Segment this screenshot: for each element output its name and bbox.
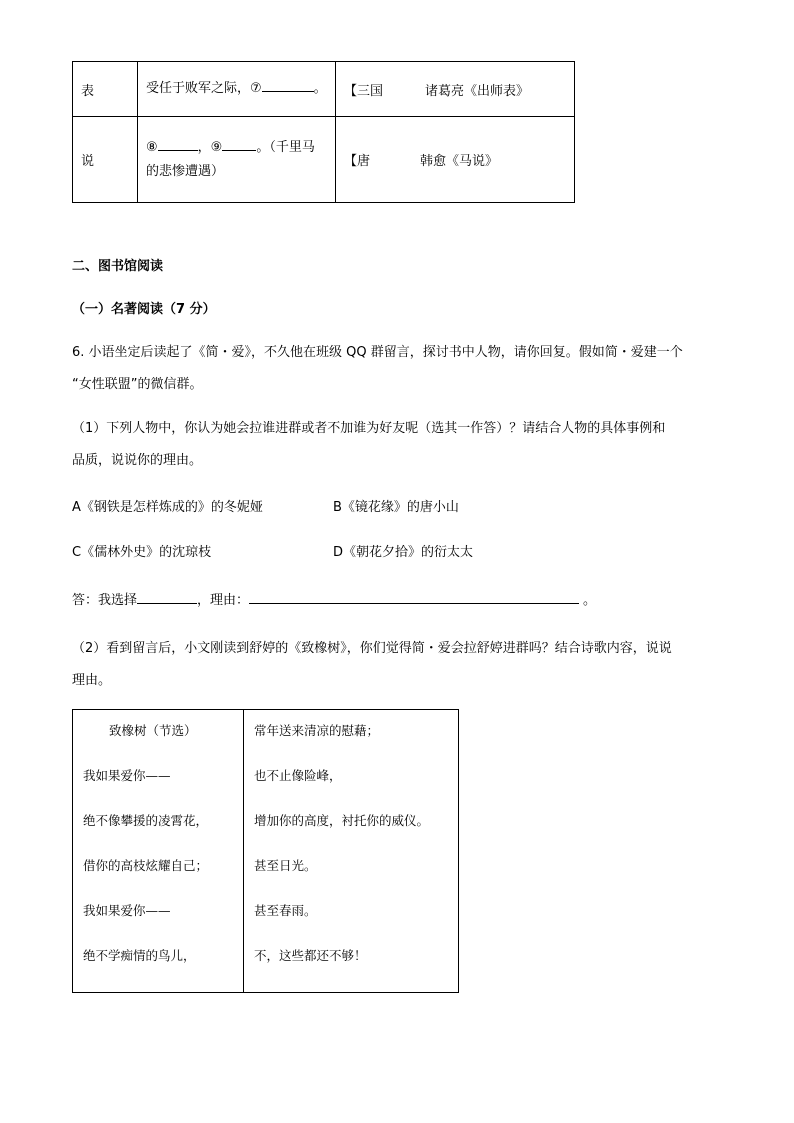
answer-middle: ，理由： [197,593,250,608]
blank-9[interactable] [222,138,256,151]
source-cell [336,117,575,203]
source-author-work: 韩愈《马说》 [420,154,499,169]
content-cell [138,62,336,117]
question-6-line2: “女性联盟”的微信群。 [72,377,203,392]
section-heading: 二、图书馆阅读 [72,259,164,274]
blank-9-label: ，⑨ [197,139,223,155]
poem-line: 我如果爱你—— [83,903,171,918]
source-dynasty: 【三国 [344,83,384,99]
content-text: 受任于败军之际，⑦ [146,81,262,96]
poem-left-column [73,710,244,993]
poem-line: 不，这些都还不够！ [254,948,367,963]
content-note: 。（千里马 [256,139,315,155]
poem-line: 甚至春雨。 [254,903,317,918]
poem-line: 常年送来清凉的慰藉； [254,723,380,738]
poem-title: 致橡树（节选） [109,723,197,738]
table-row [73,117,575,203]
option-d: D《朝花夕拾》的衍太太 [333,545,474,560]
reason-blank[interactable] [249,591,579,604]
question-6 [72,337,722,401]
genre-cell: 说 [73,117,138,203]
poem-line: 绝不像攀援的凌霄花， [83,813,209,828]
option-c: C《儒林外史》的沈琼枝 [72,545,212,560]
poem-line: 也不止像险峰， [254,768,342,783]
poem-line: 我如果爱你—— [83,768,171,783]
option-a: A《钢铁是怎样炼成的》的冬妮娅 [72,500,263,515]
poem-right-column [244,710,459,993]
subsection-heading: （一）名著阅读（7 分） [72,302,216,317]
option-b: B《镜花缘》的唐小山 [333,500,459,515]
source-dynasty: 【唐 [344,154,371,169]
blank-8-label: ⑧ [146,139,158,155]
answer-line [72,589,596,608]
blank-8[interactable] [158,138,198,151]
content-note-line2: 的悲惨遭遇） [146,163,225,179]
source-cell [336,62,575,117]
poetry-source-table [72,61,575,203]
question-6-2-line2: 理由。 [72,673,112,688]
answer-suffix: 。 [583,593,597,608]
question-6-line1: 6. 小语坐定后读起了《简・爱》，不久他在班级 QQ 群留言，探讨书中人物，请你回复。假如简・爱建一个 [72,345,683,360]
source-author-work: 诸葛亮《出师表》 [425,83,530,99]
genre-cell: 表 [73,62,138,117]
question-6-1-line1: （1）下列人物中，你认为她会拉谁进群或者不加谁为好友呢（选其一作答）？请结合人物的具体事例和 [72,421,666,436]
answer-prefix: 答：我选择 [72,593,138,608]
question-6-2 [72,633,722,697]
poem-line: 绝不学痴情的鸟儿， [83,948,196,963]
table-row [73,62,575,117]
question-6-1 [72,413,722,477]
poem-line: 借你的高枝炫耀自己； [83,858,209,873]
question-6-2-line1: （2）看到留言后，小文刚读到舒婷的《致橡树》，你们觉得简・爱会拉舒婷进群吗？结合诗歌内容，说说 [72,641,672,656]
poem-table [72,709,459,993]
blank-7[interactable] [262,79,314,92]
poem-line: 增加你的高度，衬托你的威仪。 [254,813,430,828]
poem-line: 甚至日光。 [254,858,317,873]
question-6-1-line2: 品质，说说你的理由。 [72,453,203,468]
content-suffix: 。 [313,81,327,96]
choice-blank[interactable] [137,591,197,604]
content-cell [138,117,336,203]
